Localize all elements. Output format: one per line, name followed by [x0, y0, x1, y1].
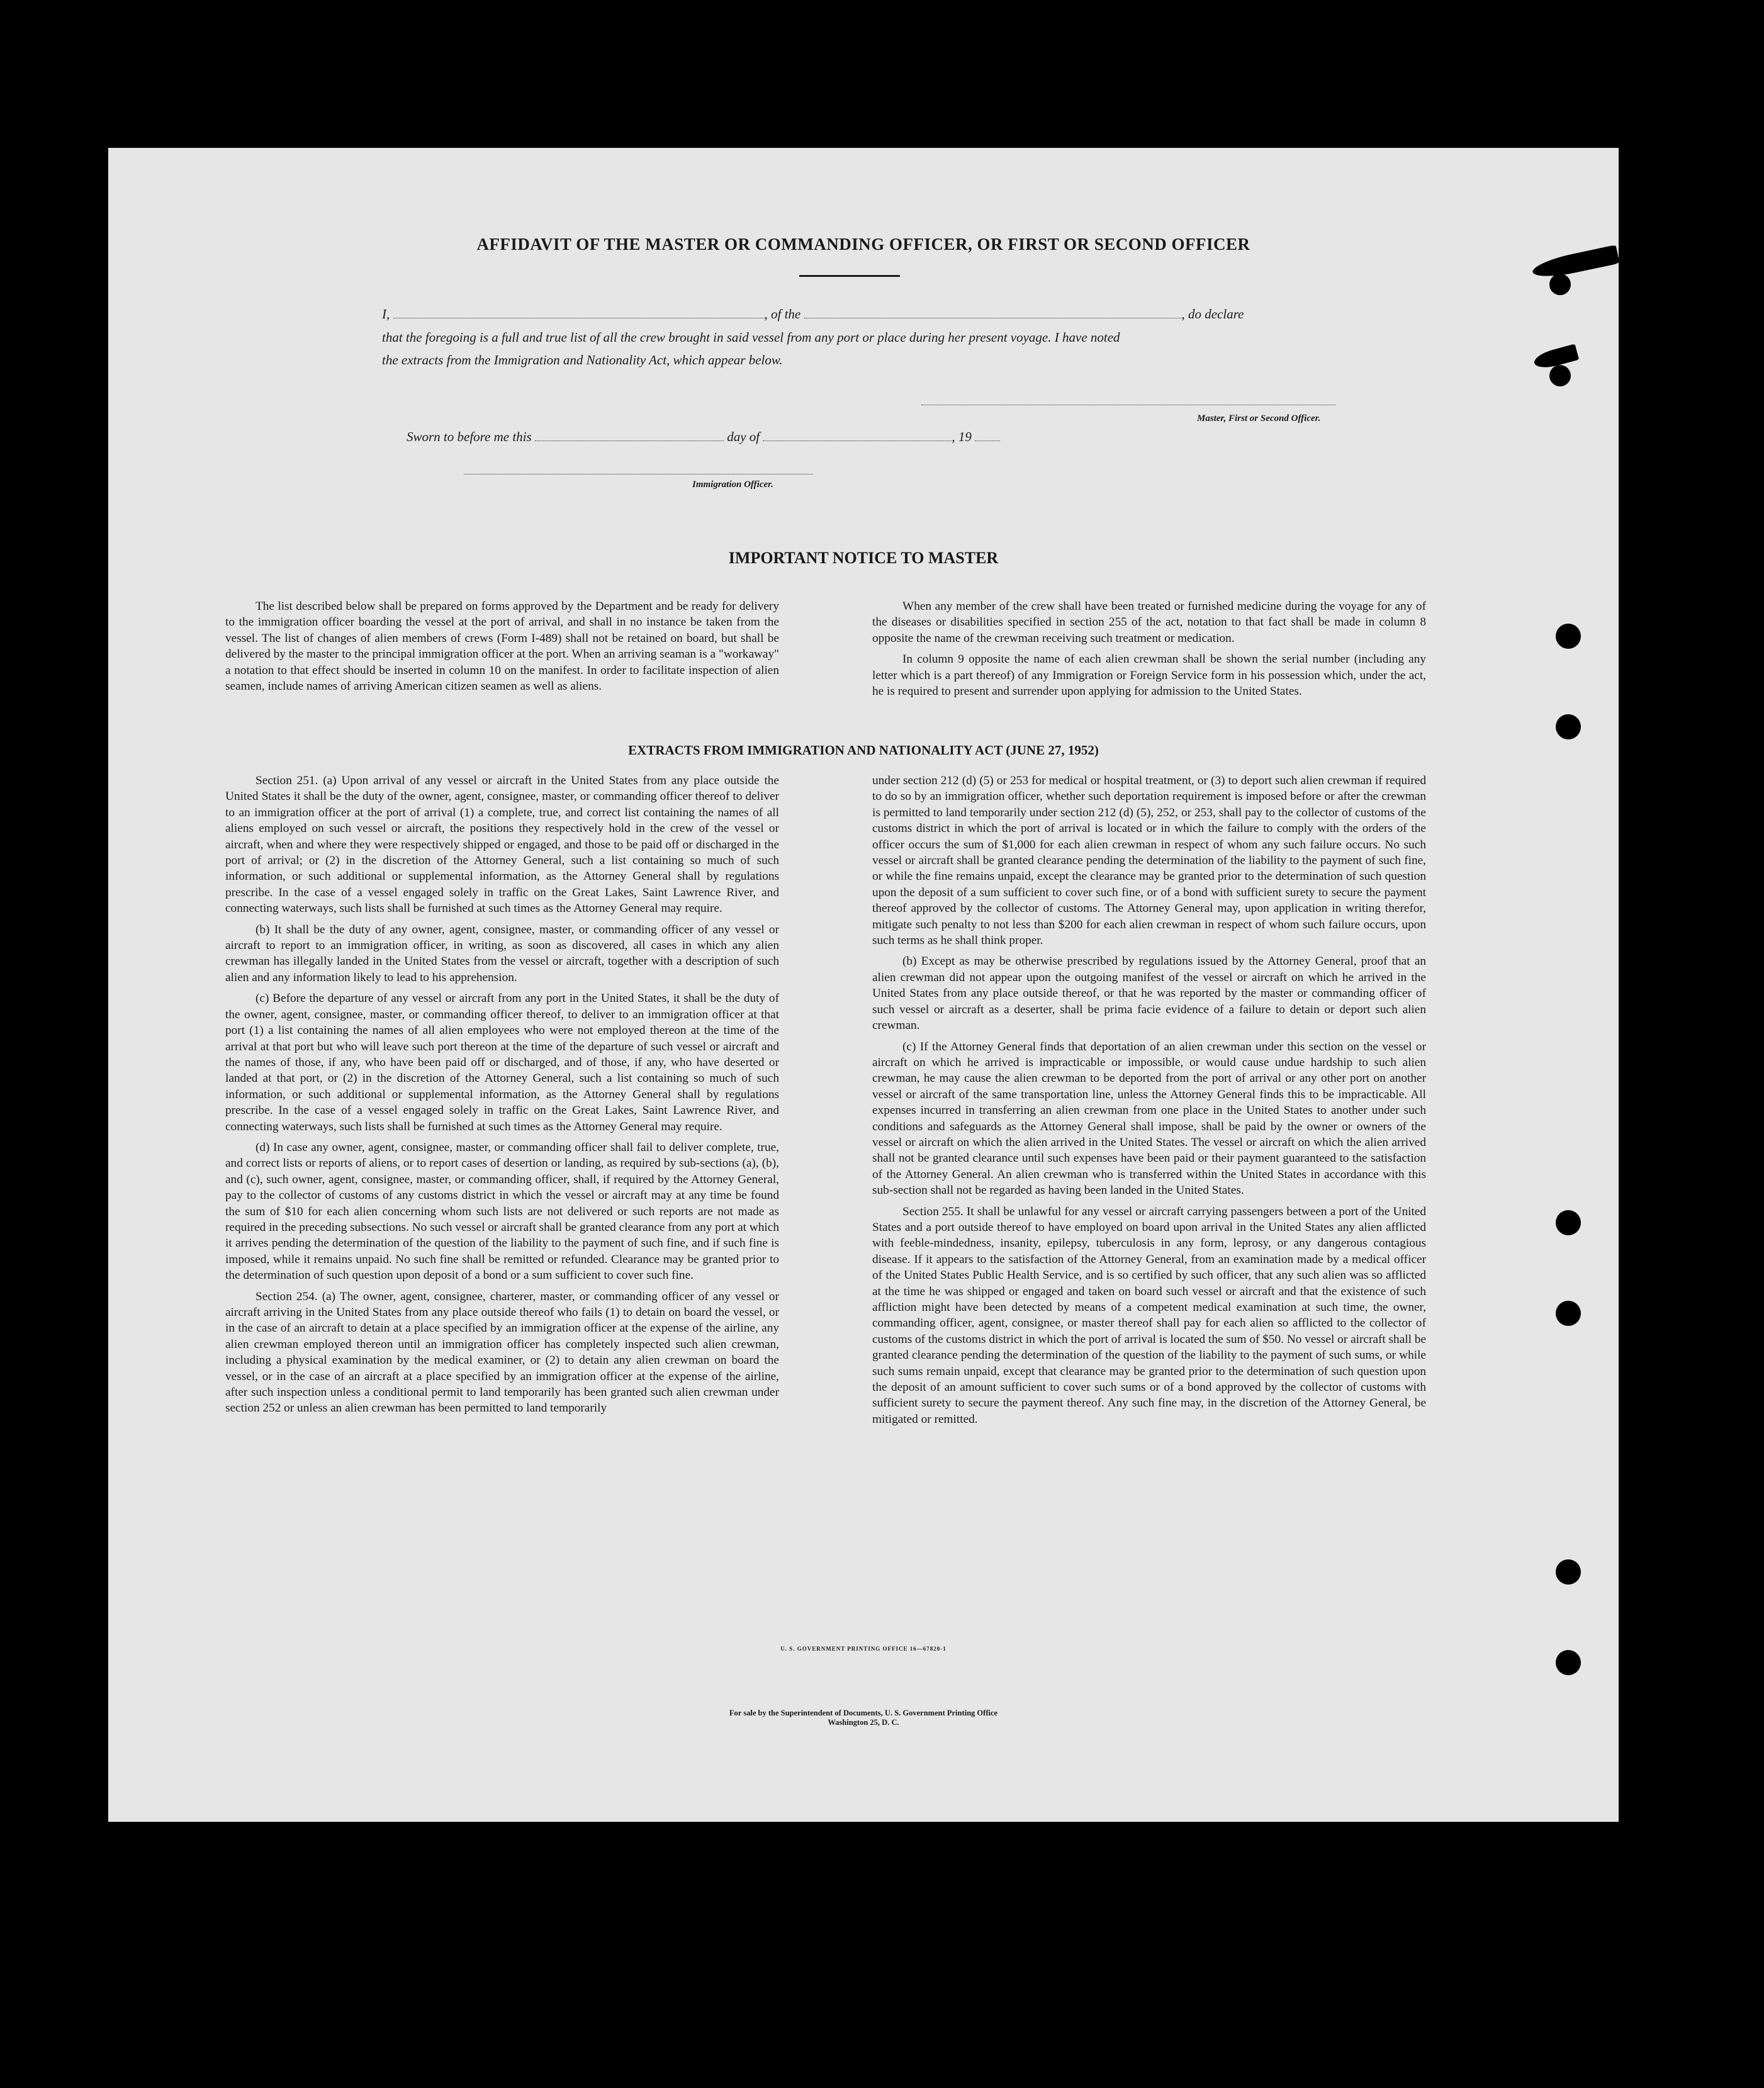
punch-hole: [1556, 714, 1581, 739]
notice-right-column: [872, 598, 1426, 704]
affidavit-line-2: that the foregoing is a full and true list of all the crew brought in said vessel from any port or place during her present voyage. I have noted: [382, 330, 1120, 345]
punch-hole: [1556, 1559, 1581, 1585]
punch-hole: [1556, 1650, 1581, 1675]
punch-hole: [1556, 1210, 1581, 1235]
notice-paragraph: The list described below shall be prepared on forms approved by the Department and be ready for delivery to the immigration officer boarding the vessel at the port of arrival, and shall in no instance be taken from the vessel. The list of changes of alien members of crews (Form I-489) shall not be retained on board, but shall be delivered by the master to the principal immigration officer at the port. When an arriving seaman is a "workaway" a notation to that effect should be inserted in column 10 on the manifest. In order to facilitate inspection of alien seamen, include names of arriving American citizen seamen as well as aliens.: [225, 600, 779, 693]
punch-hole: [1549, 274, 1571, 295]
gpo-imprint: U. S. GOVERNMENT PRINTING OFFICE 16—67820-1: [780, 1646, 947, 1652]
year-label: , 19: [952, 429, 972, 444]
sale-notice-line-1: For sale by the Superintendent of Documents, U. S. Government Printing Office: [729, 1709, 998, 1717]
day-of-label: day of: [727, 429, 760, 444]
master-signature-label: Master, First or Second Officer.: [1197, 413, 1321, 424]
declare-label: , do declare: [1181, 306, 1244, 322]
statute-paragraph: Section 254. (a) The owner, agent, consignee, charterer, master, or commanding officer of any vessel or aircraft arriving in the United States from any place outside thereof who fails (1) to detain on board the vessel, or in the case of an aircraft to detain at a place specified by an immigration officer at the expense of the airline, any alien crewman employed thereon until an immigration officer has completely inspected such alien crewman, including a physical examination by the medical examiner, or (2) to detain any alien crewman on board the vessel, or in the case of an aircraft at a place specified by an immigration officer at the expense of the airline, after such inspection unless a conditional permit to land temporarily has been granted such alien crewman under section 252 or unless an alien crewman has been permitted to land temporarily: [225, 1289, 779, 1415]
document-page: [108, 148, 1619, 1822]
affidavit-line-1: [382, 306, 1244, 322]
sworn-line: [407, 429, 1000, 445]
punch-hole: [1549, 365, 1571, 386]
extracts-right-column: [872, 773, 1426, 1432]
notice-paragraph: In column 9 opposite the name of each alien crewman shall be shown the serial number (including any letter which is a part thereof) of any Immigration or Foreign Service form in his possession which, under the act, he is required to present and surrender upon applying for admission to the United States.: [872, 653, 1426, 699]
title-divider: [799, 275, 900, 277]
notice-title: IMPORTANT NOTICE TO MASTER: [728, 549, 999, 567]
affidavit-line-3: the extracts from the Immigration and Nationality Act, which appear below.: [382, 352, 783, 368]
officer-signature-label: Immigration Officer.: [692, 480, 773, 490]
sworn-label: Sworn to before me this: [407, 429, 532, 444]
statute-paragraph: (d) In case any owner, agent, consignee, master, or commanding officer shall fail to deliver complete, true, and correct lists or reports of aliens, or to report cases of desertion or landing, as required by sub-sections (a), (b), and (c), such owner, agent, consignee, master, or commanding officer, shall, if required by the Attorney General, pay to the collector of customs of any customs district in which the vessel or aircraft may at any time be found the sum of $10 for each alien concerning whom such lists are not delivered or such reports are not made as required in the preceding subsections. No such vessel or aircraft shall be granted clearance from any port at which it arrives pending the determination of the question of the liability to the payment of such fine, and if such fine is imposed, while it remains unpaid. No such fine shall be remitted or refunded. Clearance may be granted prior to the determination of such question upon deposit of a bond or a sum sufficient to cover such fine.: [225, 1140, 779, 1283]
statute-paragraph: (c) Before the departure of any vessel or aircraft from any port in the United States, it shall be the duty of the owner, agent, consignee, master, or commanding officer thereof, to deliver to an immigration officer at that port (1) a list containing the names of all alien employees who were not employed thereon at the time of the arrival at that port but who will leave such port thereon at the time of the departure of such vessel or aircraft and the names of those, if any, who have been paid off or discharged, and of those, if any, who have deserted or landed at that port, or (2) in the discretion of the Attorney General, such a list containing so much of such information, or such additional or supplemental information, as the Attorney General shall by regulations prescribe. In the case of a vessel engaged solely in traffic on the Great Lakes, Saint Lawrence River, and connecting waterways, such lists shall be furnished at such times as the Attorney General may require.: [225, 992, 779, 1133]
notice-left-column: [225, 598, 779, 699]
extracts-title: EXTRACTS FROM IMMIGRATION AND NATIONALITY ACT (JUNE 27, 1952): [628, 743, 1099, 758]
notice-paragraph: When any member of the crew shall have been treated or furnished medicine during the voyage for any of the diseases or disabilities specified in section 255 of the act, notation to that fact shall be made in column 8 opposite the name of the crewman receiving such treatment or medication.: [872, 600, 1426, 645]
statute-paragraph: (c) If the Attorney General finds that deportation of an alien crewman under this section on the vessel or aircraft on which he arrived is impracticable or impossible, or would cause undue hardship to such alien crewman, he may cause the alien crewman to be deported from the port of arrival or any other port on another vessel or aircraft of the same transportation line, unless the Attorney General finds this to be impracticable. All expenses incurred in transferring an alien crewman from one place in the United States to another under such conditions and safeguards as the Attorney General shall impose, shall be paid by the owner or owners of the vessel or aircraft on which the alien arrived in the United States. The vessel or aircraft on which the alien arrived shall not be granted clearance until such expenses have been paid or their payment guaranteed to the satisfaction of the Attorney General. An alien crewman who is transferred within the United States in accordance with this sub-section shall not be regarded as having been landed in the United States.: [872, 1040, 1426, 1198]
affidavit-title: AFFIDAVIT OF THE MASTER OR COMMANDING OFFICER, OR FIRST OR SECOND OFFICER: [476, 235, 1250, 254]
statute-paragraph: (b) It shall be the duty of any owner, agent, consignee, master, or commanding officer of any vessel or aircraft to report to an immigration officer, in writing, as soon as discovered, all cases in which any alien crewman has illegally landed in the United States from the vessel or aircraft, together with a description of such alien and any information likely to lead to his apprehension.: [225, 923, 779, 984]
punch-hole: [1556, 1301, 1581, 1326]
statute-paragraph: (b) Except as may be otherwise prescribed by regulations issued by the Attorney General, proof that an alien crewman did not appear upon the outgoing manifest of the vessel or aircraft on which he arrived in the United States from any place outside thereof, or that he was reported by the master or commanding officer of such vessel or aircraft as a deserter, shall be prima facie evidence of a failure to detain or deport such alien crewman.: [872, 955, 1426, 1033]
sale-notice-line-2: Washington 25, D. C.: [828, 1718, 899, 1727]
statute-paragraph: Section 255. It shall be unlawful for any vessel or aircraft carrying passengers between a port of the United States and a port outside thereof to have employed on board upon arrival in the United States any alien afflicted with feeble-mindedness, insanity, epilepsy, tuberculosis in any form, leprosy, or any dangerous contagious disease. If it appears to the satisfaction of the Attorney General, from an examination made by a medical officer of the United States Public Health Service, and is so certified by such officer, that any such alien was so afflicted at the time he was shipped or engaged and taken on board such vessel or aircraft and that the existence of such affliction might have been detected by means of a competent medical examination at such time, the owner, commanding officer, agent, consignee, or master thereof shall pay for each alien so afflicted to the collector of customs of the customs district in which the port of arrival is located the sum of $50. No vessel or aircraft shall be granted clearance pending the determination of the question of the liability to the payment of such sums, or while such sums remain unpaid, except that clearance may be granted prior to the determination of such question upon the deposit of an amount sufficient to cover such sums or of a bond approved by the collector of customs with sufficient surety to secure the payment thereof. Any such fine may, in the discretion of the Attorney General, be mitigated or remitted.: [872, 1204, 1426, 1426]
declarant-label: I,: [382, 306, 390, 322]
vessel-label: , of the: [764, 306, 801, 322]
sale-notice: [108, 1709, 1619, 1727]
statute-paragraph: Section 251. (a) Upon arrival of any vessel or aircraft in the United States from any place outside the United States it shall be the duty of the owner, agent, consignee, master, or commanding officer thereof to deliver to an immigration officer at the port of arrival (1) a complete, true, and correct list containing the names of all aliens employed on such vessel or aircraft, the positions they respectively hold in the crew of the vessel or aircraft, when and where they were respectively shipped or engaged, and those to be paid off or discharged in the port of arrival; or (2) in the discretion of the Attorney General, such a list containing so much of such information, or such additional or supplemental information, as the Attorney General shall by regulations prescribe. In the case of a vessel engaged solely in traffic on the Great Lakes, Saint Lawrence River, and connecting waterways, such lists shall be furnished at such times as the Attorney General may require.: [225, 774, 779, 916]
statute-paragraph: under section 212 (d) (5) or 253 for medical or hospital treatment, or (3) to deport such alien crewman if required to do so by an immigration officer, whether such deportation requirement is imposed before or after the crewman is permitted to land temporarily under section 212 (d) (5), 252, or 253, shall pay to the collector of customs of the customs district in which the port of arrival is located or in which the failure to comply with the orders of the officer occurs the sum of $1,000 for each alien crewman in respect of whom any such failure occurs. No such vessel or aircraft shall be granted clearance pending the determination of the liability to the payment of such fine, or while the fine remains unpaid, except the clearance may be granted prior to the determination of such question upon the deposit of a sum sufficient to cover such fine, or of a bond with sufficient surety to secure the payment thereof approved by the collector of customs. The Attorney General may, upon application in writing therefor, mitigate such penalty to not less than $200 for each alien crewman in respect of whom such failure occurs, upon such terms as he shall think proper.: [872, 774, 1426, 948]
extracts-left-column: [225, 773, 779, 1422]
punch-hole: [1556, 624, 1581, 649]
